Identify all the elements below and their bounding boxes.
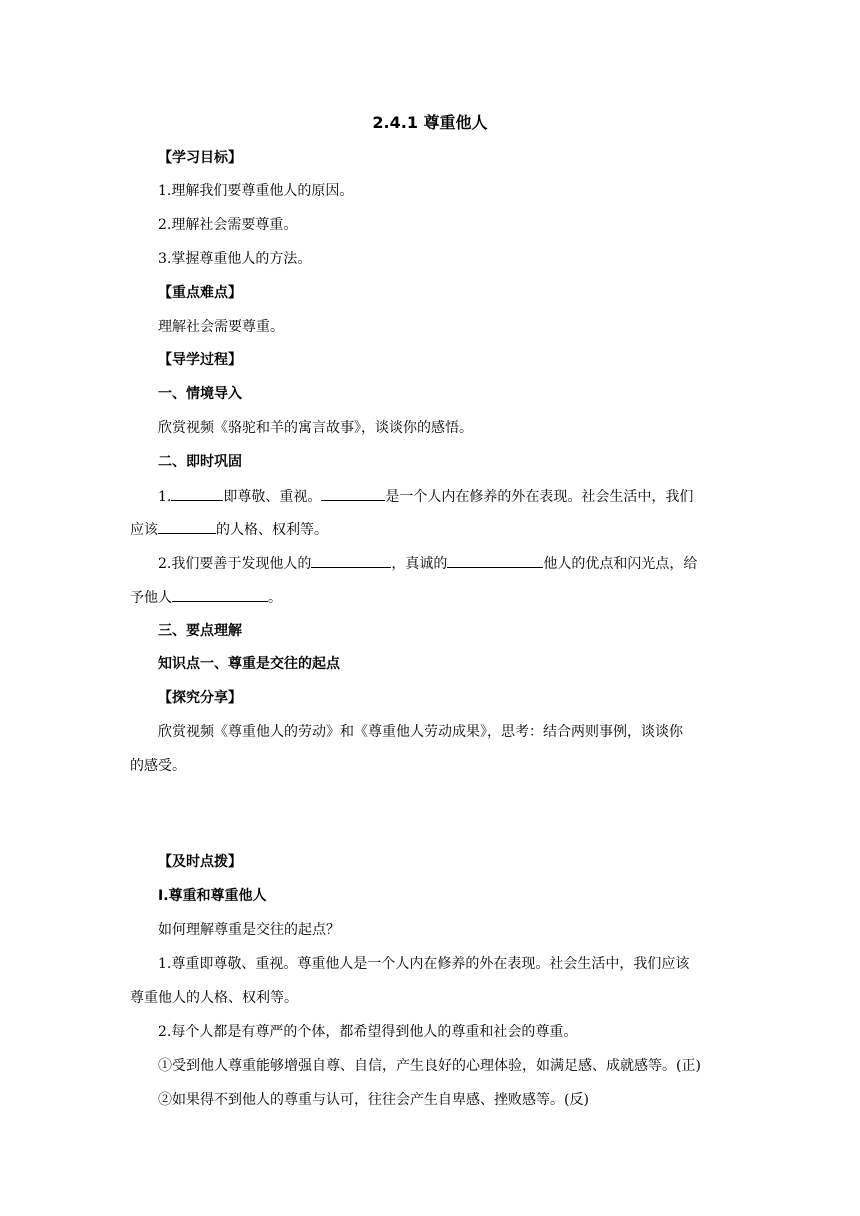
tips-point-1-line-2: 尊重他人的人格、权利等。 xyxy=(130,990,298,1006)
section1-text: 欣赏视频《骆驼和羊的寓言故事》，谈谈你的感悟。 xyxy=(158,420,473,436)
fill-blank-2[interactable] xyxy=(321,486,385,501)
goal-item-3: 3.掌握尊重他人的方法。 xyxy=(158,251,312,267)
section3-heading: 三、要点理解 xyxy=(158,623,242,639)
question-1-line-1 xyxy=(130,486,758,507)
section2-heading: 二、即时巩固 xyxy=(158,454,242,470)
fill-blank-3[interactable] xyxy=(158,519,216,534)
tips-subheading: Ⅰ.尊重和尊重他人 xyxy=(158,888,267,904)
key-text: 理解社会需要尊重。 xyxy=(158,319,284,335)
q2-part-4: 予他人 xyxy=(130,590,172,606)
q2-part-1: 2.我们要善于发现他人的 xyxy=(158,556,312,572)
q1-part-2: 即尊敬、重视。 xyxy=(223,489,322,505)
q1-part-3: 是一个人内在修养的外在表现。社会生活中，我们 xyxy=(385,489,694,505)
explore-heading: 【探究分享】 xyxy=(158,690,242,706)
goal-item-2: 2.理解社会需要尊重。 xyxy=(158,217,298,233)
q1-part-5: 的人格、权利等。 xyxy=(216,522,328,538)
question-2-line-2 xyxy=(130,587,730,608)
section1-heading: 一、情境导入 xyxy=(158,386,242,402)
tips-point-2: 2.每个人都是有尊严的个体，都希望得到他人的尊重和社会的尊重。 xyxy=(158,1024,578,1040)
fill-blank-4[interactable] xyxy=(311,553,391,568)
q1-part-1: 1. xyxy=(158,489,172,505)
q1-part-4: 应该 xyxy=(130,522,158,538)
tips-question: 如何理解尊重是交往的起点？ xyxy=(158,922,340,938)
question-2-line-1 xyxy=(130,553,758,574)
key-heading: 【重点难点】 xyxy=(158,285,242,301)
fill-blank-6[interactable] xyxy=(172,587,268,602)
q2-part-2: ，真诚的 xyxy=(391,556,448,572)
goal-item-1: 1.理解我们要尊重他人的原因。 xyxy=(158,183,354,199)
process-heading: 【导学过程】 xyxy=(158,352,242,368)
explore-text-line-1: 欣赏视频《尊重他人的劳动》和《尊重他人劳动成果》，思考：结合两则事例，谈谈你 xyxy=(158,724,683,740)
tips-point-1-line-1: 1.尊重即尊敬、重视。尊重他人是一个人内在修养的外在表现。社会生活中，我们应该 xyxy=(158,956,690,972)
tips-heading: 【及时点拨】 xyxy=(158,854,242,870)
knowledge-point-1: 知识点一、尊重是交往的起点 xyxy=(158,656,340,672)
q2-part-5: 。 xyxy=(268,590,282,606)
explore-text-line-2: 的感受。 xyxy=(130,758,186,774)
fill-blank-1[interactable] xyxy=(171,486,223,501)
question-1-line-2 xyxy=(130,519,730,540)
fill-blank-5[interactable] xyxy=(447,553,543,568)
page-title: 2.4.1 尊重他人 xyxy=(372,113,488,132)
tips-point-3: ①受到他人尊重能够增强自尊、自信，产生良好的心理体验，如满足感、成就感等。(正) xyxy=(158,1058,701,1074)
q2-part-3: 他人的优点和闪光点，给 xyxy=(543,556,698,572)
tips-point-4: ②如果得不到他人的尊重与认可，往往会产生自卑感、挫败感等。(反) xyxy=(158,1092,589,1108)
goals-heading: 【学习目标】 xyxy=(158,150,242,166)
